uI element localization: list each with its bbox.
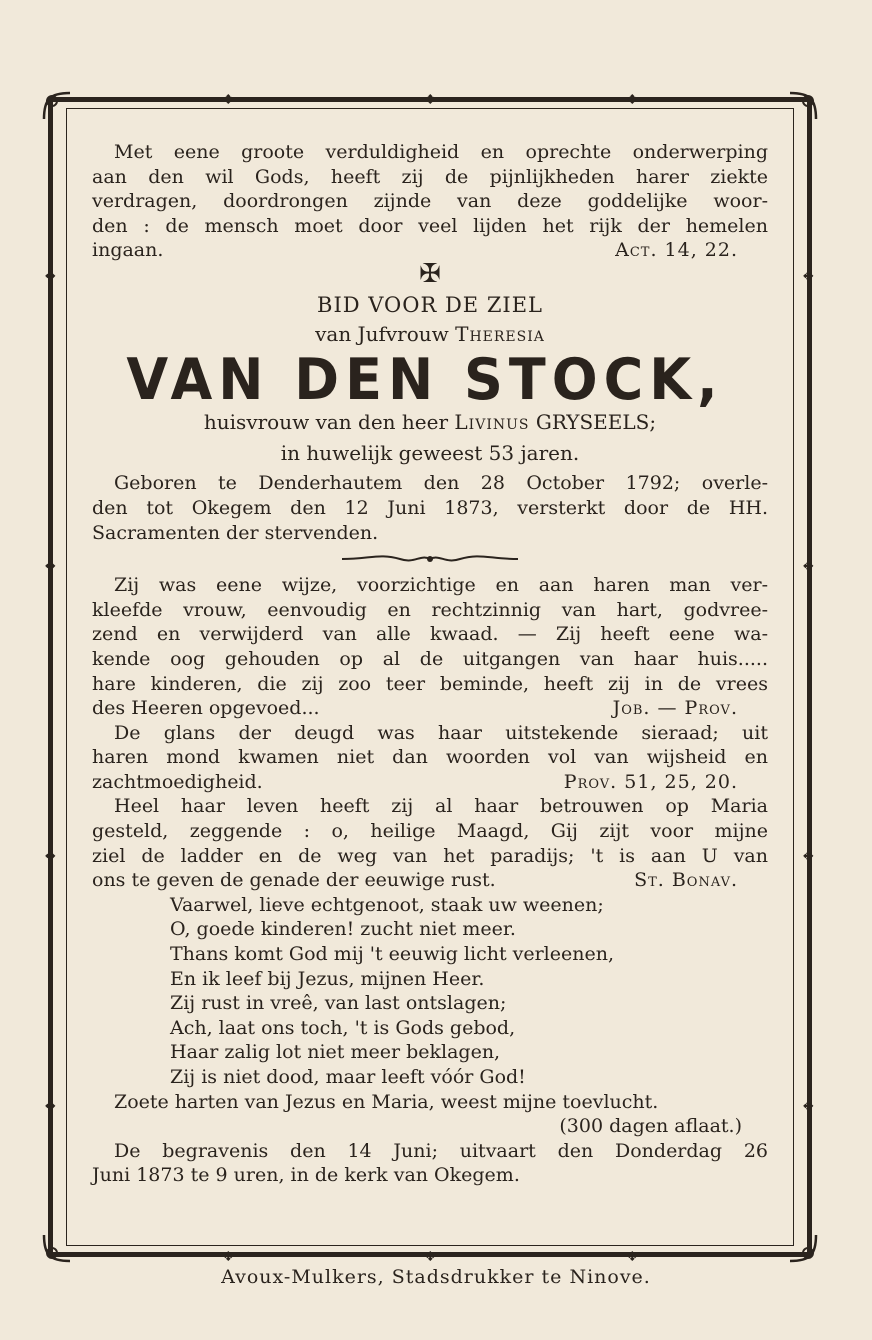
scroll-divider-icon: [340, 551, 520, 567]
border-ornament-icon: ❖: [44, 849, 57, 865]
spouse-prefix: huisvrouw van den heer: [203, 410, 449, 435]
corner-ornament-icon: [784, 89, 820, 125]
funeral-line: De begravenis den 14 Juni; uitvaart den Donderdag 26: [114, 1139, 768, 1162]
virtues-line: hare kinderen, die zij zoo teer beminde, heeft zij in de vrees: [92, 672, 768, 695]
border-ornament-icon: ❖: [626, 92, 639, 108]
deceased-intro-prefix: van Jufvrouw: [315, 321, 449, 346]
quote-line: ingaan.: [92, 239, 164, 262]
glans-line: De glans der deugd was haar uitstekende sieraad; uit: [114, 721, 768, 744]
poem-line: Zij rust in vreê, van last ontslagen;: [170, 992, 507, 1015]
poem-line: Zij is niet dood, maar leeft vóór God!: [170, 1066, 526, 1088]
border-ornament-icon: ❖: [222, 92, 235, 108]
virtues-line: Zij was eene wijze, voorzichtige en aan haren man ver-: [114, 574, 768, 597]
border-ornament-icon: ❖: [44, 269, 57, 285]
corner-ornament-icon: [40, 89, 76, 125]
poem-line: Thans komt God mij 't eeuwig licht verleenen,: [170, 943, 615, 966]
glans-reference: Prov. 51, 25, 20.: [563, 770, 738, 793]
border-ornament-icon: ❖: [802, 559, 815, 575]
trust-last-line: [92, 868, 768, 893]
border-ornament-icon: ❖: [802, 269, 815, 285]
virtues-line: zend en verwijderd van alle kwaad. — Zij heeft eene wa-: [92, 623, 768, 646]
bio-line: Geboren te Denderhautem den 28 October 1792; overle-: [114, 472, 768, 495]
trust-reference: St. Bonav.: [634, 869, 738, 892]
virtues-line: des Heeren opgevoed...: [92, 697, 320, 720]
virtues-last-line: [92, 696, 768, 721]
corner-ornament-icon: [40, 1229, 76, 1265]
glans-line: haren mond kwamen niet dan woorden vol van wijsheid en: [92, 746, 768, 769]
prayer-heading: BID VOOR DE ZIEL: [317, 292, 543, 317]
border-ornament-icon: ❖: [802, 1099, 815, 1115]
quote-line: Met eene groote verduldigheid en oprechte onderwerping: [114, 141, 768, 163]
border-ornament-icon: ❖: [44, 1099, 57, 1115]
border-ornament-icon: ❖: [424, 92, 437, 108]
trust-line: ziel de ladder en de weg van het paradijs; 't is aan U van: [92, 844, 768, 867]
virtues-line: kleefde vrouw, eenvoudig en rechtzinnig van hart, godvree-: [92, 598, 768, 621]
trust-line: ons te geven de genade der eeuwige rust.: [92, 869, 496, 892]
spouse-first-name: Livinus: [454, 410, 530, 435]
funeral-line: Juni 1873 te 9 uren, in de kerk van Okegem.: [92, 1164, 520, 1187]
poem-line: Vaarwel, lieve echtgenoot, staak uw weenen;: [170, 893, 604, 916]
poem-line: En ik leef bij Jezus, mijnen Heer.: [170, 967, 485, 990]
bio-line: Sacramenten der stervenden.: [92, 521, 379, 544]
poem-line: Ach, laat ons toch, 't is Gods gebod,: [170, 1016, 516, 1039]
trust-line: Heel haar leven heeft zij al haar betrouwen op Maria: [114, 795, 768, 818]
spouse-line: [92, 410, 768, 435]
corner-ornament-icon: [784, 1229, 820, 1265]
card-text: [92, 140, 768, 1188]
border-ornament-icon: ❖: [802, 849, 815, 865]
glans-line: zachtmoedigheid.: [92, 770, 263, 793]
quote-line: aan den wil Gods, heeft zij de pijnlijkheden harer ziekte: [92, 165, 768, 188]
quote-line: verdragen, doordrongen zijnde van deze goddelijke woor-: [92, 190, 768, 213]
poem-line: Haar zalig lot niet meer beklagen,: [170, 1041, 501, 1064]
border-ornament-icon: ❖: [222, 1249, 235, 1265]
poem-line: O, goede kinderen! zucht niet meer.: [170, 918, 516, 941]
quote-reference: Act. 14, 22.: [615, 239, 738, 262]
border-ornament-icon: ❖: [44, 559, 57, 575]
deceased-surname: VAN DEN STOCK,: [126, 346, 724, 413]
printer-credit: Avoux-Mulkers, Stadsdrukker te Ninove.: [221, 1266, 651, 1288]
border-ornament-icon: ❖: [626, 1249, 639, 1265]
indulgence-note: (300 dagen aflaat.): [559, 1115, 742, 1138]
trust-line: gesteld, zeggende : o, heilige Maagd, Gij zijt voor mijne: [92, 820, 768, 843]
quote-line: den : de mensch moet door veel lijden het rijk der hemelen: [92, 214, 768, 237]
marriage-duration: in huwelijk geweest 53 jaren.: [280, 440, 580, 465]
prayer-line: Zoete harten van Jezus en Maria, weest mijne toevlucht.: [114, 1090, 659, 1113]
cross-icon: ✠: [419, 258, 441, 289]
spouse-last-name: GRYSEELS;: [535, 410, 657, 435]
virtues-reference: Job. — Prov.: [612, 697, 738, 720]
deceased-intro: [92, 322, 768, 347]
deceased-first-name: Theresia: [455, 321, 545, 346]
virtues-line: kende oog gehouden op al de uitgangen van haar huis.....: [92, 647, 768, 670]
glans-last-line: [92, 770, 768, 795]
divider-ornament: [92, 549, 768, 565]
border-ornament-icon: ❖: [424, 1249, 437, 1265]
bio-line: den tot Okegem den 12 Juni 1873, versterkt door de HH.: [92, 496, 768, 519]
